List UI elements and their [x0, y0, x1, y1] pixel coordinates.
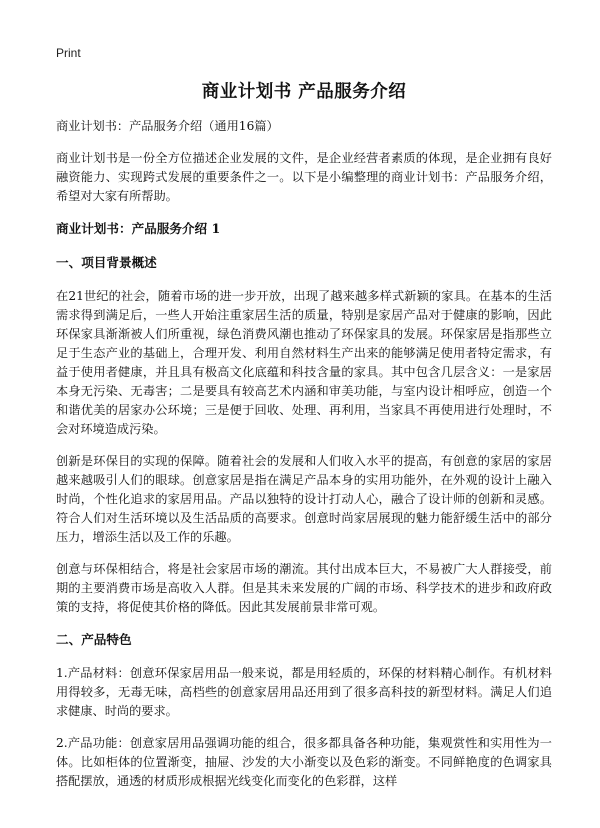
- body-paragraph: 在21世纪的社会，随着市场的进一步开放，出现了越来越多样式新颖的家具。在基本的生活需求得到满足后，一些人开始注重家居生活的质量，特别是家居产品对于健康的影响，因此环保家具渐渐被人们所重视，绿色消费风潮也推动了环保家具的发展。环保家居是指那些立足于生态产业的基础上，合理开发、利用自然材料生产出来的能够满足使用者特定需求，有益于使用者健康，并且具有极高文化底蕴和科技含量的家具。其中包含几层含义：一是家居本身无污染、无毒害；二是要具有较高艺术内涵和审美功能，与室内设计相呼应，创造一个和谐优美的居家办公环境；三是便于回收、处理、再利用，当家具不再使用进行处理时，不会对环境造成污染。: [56, 289, 552, 436]
- document-page: [56, 78, 552, 804]
- body-paragraph: 2.产品功能：创意家居用品强调功能的组合，很多都具备各种功能，集观赏性和实用性为一体。比如柜体的位置渐变，抽屉、沙发的大小渐变以及色彩的渐变。不同鲜艳度的色调家具搭配摆放，通透的材质形成根据光线变化而变化的色彩群，这样: [56, 736, 552, 788]
- body-paragraph: 创新是环保目的实现的保障。随着社会的发展和人们收入水平的提高，有创意的家居的家居越来越吸引人们的眼球。创意家居是指在满足产品本身的实用功能外，在外观的设计上融入时尚，个性化追求的家居用品。产品以独特的设计打动人心，融合了设计师的创新和灵感。符合人们对生活环境以及生活品质的高要求。创意时尚家居展现的魅力能舒缓生活中的部分压力，增添生活以及工作的乐趣。: [56, 454, 552, 544]
- page-title: 商业计划书 产品服务介绍: [201, 82, 407, 102]
- body-paragraph: 创意与环保相结合，将是社会家居市场的潮流。其付出成本巨大，不易被广大人群接受，前期的主要消费市场是高收入人群。但是其未来发展的广阔的市场、科学技术的进步和政府政策的支持，将促使其价格的降低。因此其发展前景非常可观。: [56, 562, 552, 614]
- document-subtitle: 商业计划书：产品服务介绍（通用16篇）: [56, 119, 279, 133]
- section-heading-features: 二、产品特色: [56, 632, 132, 647]
- intro-paragraph: 商业计划书是一份全方位描述企业发展的文件，是企业经营者素质的体现，是企业拥有良好融资能力、实现跨式发展的重要条件之一。以下是小编整理的商业计划书：产品服务介绍，希望对大家有所帮助。: [56, 151, 552, 203]
- body-paragraph: 1.产品材料：创意环保家居用品一般来说，都是用轻质的，环保的材料精心制作。有机材料用得较多，无毒无味，高档些的创意家居用品还用到了很多高科技的新型材料。满足人们追求健康、时尚的要求。: [56, 666, 552, 718]
- section-heading-background: 一、项目背景概述: [56, 255, 157, 270]
- article-heading: 商业计划书：产品服务介绍 1: [56, 221, 221, 236]
- print-link[interactable]: Print: [56, 46, 81, 60]
